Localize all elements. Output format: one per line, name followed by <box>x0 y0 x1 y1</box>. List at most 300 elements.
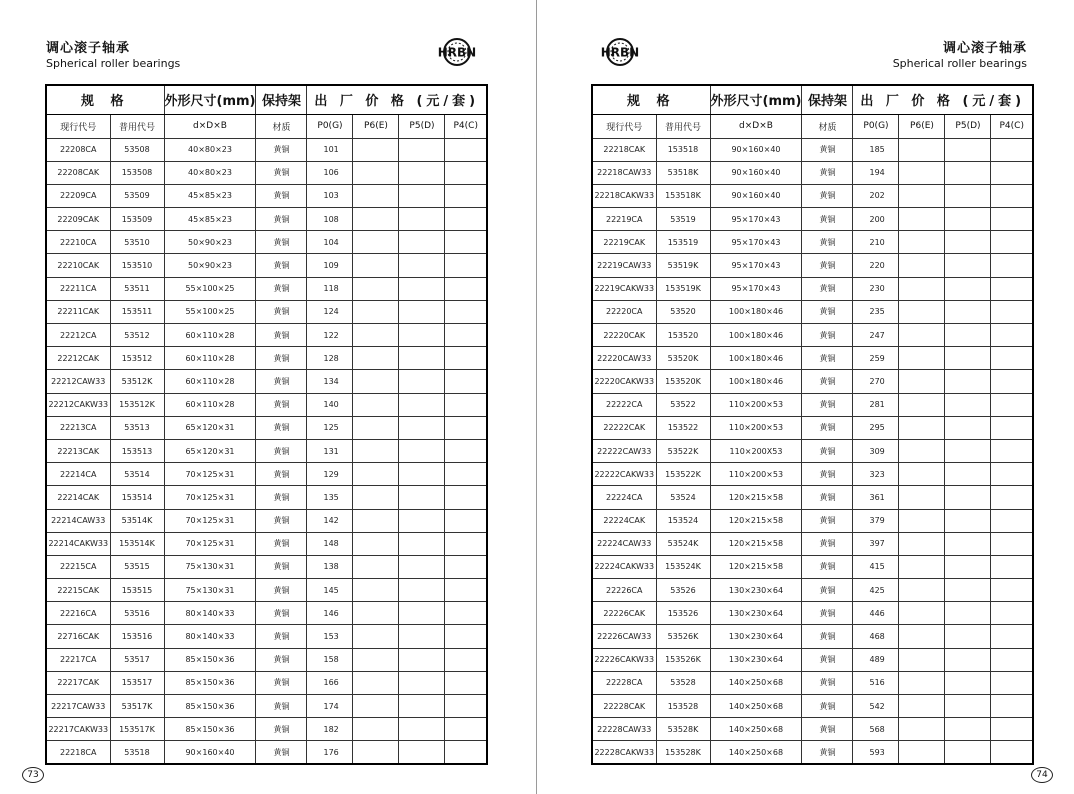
p0-price-cell: 361 <box>853 486 899 509</box>
p0-price-cell: 323 <box>853 463 899 486</box>
current-code-cell: 22218CAKW33 <box>592 184 656 207</box>
p4-price-cell <box>445 370 487 393</box>
table-row <box>46 671 487 694</box>
p0-price-cell: 145 <box>307 579 353 602</box>
dimensions-cell: 95×170×43 <box>710 208 802 231</box>
p6-price-cell <box>899 463 945 486</box>
header-dxdxb: d×D×B <box>710 114 802 138</box>
common-code-cell: 53522 <box>656 393 710 416</box>
p0-price-cell: 235 <box>853 300 899 323</box>
table-row <box>592 347 1033 370</box>
material-cell: 黄铜 <box>256 532 307 555</box>
dimensions-cell: 110×200×53 <box>710 416 802 439</box>
table-row <box>46 602 487 625</box>
table-row <box>46 555 487 578</box>
p0-price-cell: 176 <box>307 741 353 764</box>
p6-price-cell <box>353 324 399 347</box>
p0-price-cell: 295 <box>853 416 899 439</box>
current-code-cell: 22224CA <box>592 486 656 509</box>
p5-price-cell <box>945 393 991 416</box>
material-cell: 黄铜 <box>256 231 307 254</box>
material-cell: 黄铜 <box>256 138 307 161</box>
p5-price-cell <box>399 208 445 231</box>
dimensions-cell: 85×150×36 <box>164 695 256 718</box>
dimensions-cell: 70×125×31 <box>164 509 256 532</box>
header-dims: 外形尺寸(mm) <box>164 85 256 114</box>
dimensions-cell: 130×230×64 <box>710 602 802 625</box>
p0-price-cell: 131 <box>307 439 353 462</box>
common-code-cell: 53514K <box>110 509 164 532</box>
p4-price-cell <box>445 254 487 277</box>
p4-price-cell <box>445 579 487 602</box>
p6-price-cell <box>353 718 399 741</box>
current-code-cell: 22212CAK <box>46 347 110 370</box>
common-code-cell: 53518K <box>656 161 710 184</box>
material-cell: 黄铜 <box>802 648 853 671</box>
p5-price-cell <box>399 695 445 718</box>
table-row <box>592 208 1033 231</box>
material-cell: 黄铜 <box>256 184 307 207</box>
header-p0: P0(G) <box>853 114 899 138</box>
p4-price-cell <box>445 555 487 578</box>
current-code-cell: 22220CA <box>592 300 656 323</box>
current-code-cell: 22217CAKW33 <box>46 718 110 741</box>
p0-price-cell: 153 <box>307 625 353 648</box>
dimensions-cell: 140×250×68 <box>710 718 802 741</box>
material-cell: 黄铜 <box>256 300 307 323</box>
p5-price-cell <box>945 231 991 254</box>
p5-price-cell <box>399 602 445 625</box>
current-code-cell: 22209CAK <box>46 208 110 231</box>
dimensions-cell: 110×200X53 <box>710 439 802 462</box>
table-row <box>592 416 1033 439</box>
current-code-cell: 22215CAK <box>46 579 110 602</box>
p6-price-cell <box>899 648 945 671</box>
dimensions-cell: 90×160×40 <box>164 741 256 764</box>
p6-price-cell <box>353 370 399 393</box>
current-code-cell: 22222CA <box>592 393 656 416</box>
common-code-cell: 53519 <box>656 208 710 231</box>
p0-price-cell: 129 <box>307 463 353 486</box>
p6-price-cell <box>353 347 399 370</box>
p6-price-cell <box>353 439 399 462</box>
current-code-cell: 22228CA <box>592 671 656 694</box>
p6-price-cell <box>899 602 945 625</box>
p4-price-cell <box>445 324 487 347</box>
dimensions-cell: 50×90×23 <box>164 231 256 254</box>
p5-price-cell <box>399 416 445 439</box>
p4-price-cell <box>445 486 487 509</box>
p0-price-cell: 108 <box>307 208 353 231</box>
common-code-cell: 153519 <box>656 231 710 254</box>
p0-price-cell: 446 <box>853 602 899 625</box>
material-cell: 黄铜 <box>802 463 853 486</box>
p6-price-cell <box>353 161 399 184</box>
table-row <box>592 439 1033 462</box>
page-number: 74 <box>1031 767 1053 783</box>
p6-price-cell <box>353 416 399 439</box>
table-row <box>46 695 487 718</box>
p5-price-cell <box>399 463 445 486</box>
dimensions-cell: 110×200×53 <box>710 463 802 486</box>
dimensions-cell: 120×215×58 <box>710 509 802 532</box>
current-code-cell: 22220CAW33 <box>592 347 656 370</box>
p6-price-cell <box>899 300 945 323</box>
dimensions-cell: 85×150×36 <box>164 718 256 741</box>
dimensions-cell: 55×100×25 <box>164 300 256 323</box>
table-row <box>592 741 1033 764</box>
table-row <box>592 184 1033 207</box>
p4-price-cell <box>445 184 487 207</box>
material-cell: 黄铜 <box>256 625 307 648</box>
p6-price-cell <box>899 416 945 439</box>
p6-price-cell <box>899 579 945 602</box>
p0-price-cell: 194 <box>853 161 899 184</box>
p6-price-cell <box>353 254 399 277</box>
material-cell: 黄铜 <box>802 416 853 439</box>
table-row <box>592 161 1033 184</box>
current-code-cell: 22215CA <box>46 555 110 578</box>
p0-price-cell: 109 <box>307 254 353 277</box>
common-code-cell: 153512K <box>110 393 164 416</box>
common-code-cell: 153522 <box>656 416 710 439</box>
dimensions-cell: 100×180×46 <box>710 324 802 347</box>
dimensions-cell: 65×120×31 <box>164 416 256 439</box>
table-row <box>592 509 1033 532</box>
p5-price-cell <box>399 648 445 671</box>
common-code-cell: 153518K <box>656 184 710 207</box>
table-row <box>46 254 487 277</box>
material-cell: 黄铜 <box>802 393 853 416</box>
svg-text:HRBN: HRBN <box>437 45 477 60</box>
current-code-cell: 22209CA <box>46 184 110 207</box>
p5-price-cell <box>399 579 445 602</box>
common-code-cell: 53524K <box>656 532 710 555</box>
p5-price-cell <box>399 393 445 416</box>
common-code-cell: 153509 <box>110 208 164 231</box>
common-code-cell: 153520 <box>656 324 710 347</box>
table-row <box>46 138 487 161</box>
p6-price-cell <box>353 671 399 694</box>
table-row <box>592 648 1033 671</box>
common-code-cell: 53519K <box>656 254 710 277</box>
material-cell: 黄铜 <box>256 741 307 764</box>
table-row <box>592 532 1033 555</box>
table-row <box>592 324 1033 347</box>
table-row <box>592 602 1033 625</box>
p5-price-cell <box>399 347 445 370</box>
table-row <box>592 695 1033 718</box>
material-cell: 黄铜 <box>802 208 853 231</box>
current-code-cell: 22212CA <box>46 324 110 347</box>
table-row <box>46 300 487 323</box>
material-cell: 黄铜 <box>802 579 853 602</box>
p0-price-cell: 134 <box>307 370 353 393</box>
common-code-cell: 153514K <box>110 532 164 555</box>
material-cell: 黄铜 <box>802 138 853 161</box>
table-row <box>592 277 1033 300</box>
p5-price-cell <box>399 138 445 161</box>
p5-price-cell <box>399 741 445 764</box>
p0-price-cell: 230 <box>853 277 899 300</box>
table-row <box>46 741 487 764</box>
common-code-cell: 53515 <box>110 555 164 578</box>
current-code-cell: 22220CAK <box>592 324 656 347</box>
table-row <box>46 648 487 671</box>
current-code-cell: 22226CAKW33 <box>592 648 656 671</box>
hrbn-logo-icon <box>595 35 645 69</box>
p0-price-cell: 397 <box>853 532 899 555</box>
material-cell: 黄铜 <box>256 648 307 671</box>
table-row <box>592 370 1033 393</box>
common-code-cell: 153520K <box>656 370 710 393</box>
p4-price-cell <box>991 347 1033 370</box>
table-row <box>592 579 1033 602</box>
p6-price-cell <box>353 625 399 648</box>
header-p4: P4(C) <box>445 114 487 138</box>
p0-price-cell: 140 <box>307 393 353 416</box>
p4-price-cell <box>445 532 487 555</box>
material-cell: 黄铜 <box>256 555 307 578</box>
material-cell: 黄铜 <box>802 509 853 532</box>
current-code-cell: 22226CAW33 <box>592 625 656 648</box>
table-row <box>46 532 487 555</box>
price-table <box>45 84 488 765</box>
p5-price-cell <box>945 254 991 277</box>
common-code-cell: 153511 <box>110 300 164 323</box>
current-code-cell: 22228CAKW33 <box>592 741 656 764</box>
current-code-cell: 22210CAK <box>46 254 110 277</box>
page-number: 73 <box>22 767 44 783</box>
p5-price-cell <box>399 532 445 555</box>
dimensions-cell: 140×250×68 <box>710 741 802 764</box>
table-row <box>46 625 487 648</box>
p5-price-cell <box>399 486 445 509</box>
common-code-cell: 53512K <box>110 370 164 393</box>
header-spec: 规 格 <box>46 85 164 114</box>
p5-price-cell <box>945 486 991 509</box>
material-cell: 黄铜 <box>802 324 853 347</box>
material-cell: 黄铜 <box>802 486 853 509</box>
dimensions-cell: 60×110×28 <box>164 324 256 347</box>
p4-price-cell <box>991 671 1033 694</box>
p4-price-cell <box>991 300 1033 323</box>
current-code-cell: 22219CAW33 <box>592 254 656 277</box>
current-code-cell: 22226CA <box>592 579 656 602</box>
common-code-cell: 153517K <box>110 718 164 741</box>
p5-price-cell <box>945 370 991 393</box>
dimensions-cell: 120×215×58 <box>710 555 802 578</box>
page-title-en: Spherical roller bearings <box>892 57 1027 70</box>
header-cage: 保持架 <box>802 85 853 114</box>
p0-price-cell: 379 <box>853 509 899 532</box>
dimensions-cell: 45×85×23 <box>164 208 256 231</box>
header-current-code: 现行代号 <box>46 114 110 138</box>
material-cell: 黄铜 <box>256 393 307 416</box>
p6-price-cell <box>353 208 399 231</box>
common-code-cell: 153517 <box>110 671 164 694</box>
table-row <box>592 300 1033 323</box>
header-p4: P4(C) <box>991 114 1033 138</box>
p0-price-cell: 542 <box>853 695 899 718</box>
p6-price-cell <box>899 254 945 277</box>
p0-price-cell: 489 <box>853 648 899 671</box>
p0-price-cell: 166 <box>307 671 353 694</box>
dimensions-cell: 95×170×43 <box>710 277 802 300</box>
table-row <box>592 393 1033 416</box>
p4-price-cell <box>991 416 1033 439</box>
material-cell: 黄铜 <box>802 347 853 370</box>
current-code-cell: 22218CAK <box>592 138 656 161</box>
dimensions-cell: 40×80×23 <box>164 138 256 161</box>
p0-price-cell: 415 <box>853 555 899 578</box>
table-row <box>46 509 487 532</box>
dimensions-cell: 100×180×46 <box>710 347 802 370</box>
header-p0: P0(G) <box>307 114 353 138</box>
table-row <box>46 231 487 254</box>
p4-price-cell <box>445 671 487 694</box>
common-code-cell: 153524 <box>656 509 710 532</box>
p4-price-cell <box>991 509 1033 532</box>
p0-price-cell: 118 <box>307 277 353 300</box>
header-p5: P5(D) <box>945 114 991 138</box>
header-common-code: 普用代号 <box>656 114 710 138</box>
p0-price-cell: 124 <box>307 300 353 323</box>
p0-price-cell: 103 <box>307 184 353 207</box>
p4-price-cell <box>991 532 1033 555</box>
common-code-cell: 53512 <box>110 324 164 347</box>
current-code-cell: 22210CA <box>46 231 110 254</box>
p4-price-cell <box>445 277 487 300</box>
p0-price-cell: 468 <box>853 625 899 648</box>
p0-price-cell: 122 <box>307 324 353 347</box>
header-p5: P5(D) <box>399 114 445 138</box>
price-table-body <box>46 138 487 764</box>
p0-price-cell: 142 <box>307 509 353 532</box>
p4-price-cell <box>991 370 1033 393</box>
material-cell: 黄铜 <box>256 277 307 300</box>
p0-price-cell: 281 <box>853 393 899 416</box>
current-code-cell: 22216CA <box>46 602 110 625</box>
table-row <box>46 579 487 602</box>
material-cell: 黄铜 <box>256 254 307 277</box>
dimensions-cell: 140×250×68 <box>710 695 802 718</box>
p6-price-cell <box>899 161 945 184</box>
p5-price-cell <box>945 579 991 602</box>
p4-price-cell <box>445 439 487 462</box>
material-cell: 黄铜 <box>256 324 307 347</box>
p6-price-cell <box>353 277 399 300</box>
dimensions-cell: 90×160×40 <box>710 184 802 207</box>
p4-price-cell <box>991 208 1033 231</box>
table-row <box>592 254 1033 277</box>
header-spec: 规 格 <box>592 85 710 114</box>
dimensions-cell: 80×140×33 <box>164 602 256 625</box>
p6-price-cell <box>899 231 945 254</box>
p5-price-cell <box>399 718 445 741</box>
common-code-cell: 153528 <box>656 695 710 718</box>
p0-price-cell: 210 <box>853 231 899 254</box>
material-cell: 黄铜 <box>802 741 853 764</box>
p4-price-cell <box>991 138 1033 161</box>
p4-price-cell <box>445 347 487 370</box>
table-row <box>592 671 1033 694</box>
common-code-cell: 53514 <box>110 463 164 486</box>
p5-price-cell <box>945 555 991 578</box>
p6-price-cell <box>899 184 945 207</box>
p6-price-cell <box>899 138 945 161</box>
p0-price-cell: 135 <box>307 486 353 509</box>
p4-price-cell <box>991 254 1033 277</box>
table-row <box>46 277 487 300</box>
dimensions-cell: 130×230×64 <box>710 579 802 602</box>
page-title-en: Spherical roller bearings <box>46 57 181 70</box>
common-code-cell: 153518 <box>656 138 710 161</box>
common-code-cell: 53520 <box>656 300 710 323</box>
dimensions-cell: 85×150×36 <box>164 671 256 694</box>
material-cell: 黄铜 <box>256 602 307 625</box>
p0-price-cell: 106 <box>307 161 353 184</box>
common-code-cell: 53517 <box>110 648 164 671</box>
current-code-cell: 22218CAW33 <box>592 161 656 184</box>
current-code-cell: 22213CAK <box>46 439 110 462</box>
table-row <box>592 625 1033 648</box>
dimensions-cell: 120×215×58 <box>710 532 802 555</box>
current-code-cell: 22217CAW33 <box>46 695 110 718</box>
dimensions-cell: 75×130×31 <box>164 579 256 602</box>
material-cell: 黄铜 <box>802 532 853 555</box>
material-cell: 黄铜 <box>256 439 307 462</box>
p4-price-cell <box>991 324 1033 347</box>
table-row <box>592 463 1033 486</box>
p5-price-cell <box>399 555 445 578</box>
material-cell: 黄铜 <box>802 671 853 694</box>
current-code-cell: 22208CAK <box>46 161 110 184</box>
header-material: 材质 <box>802 114 853 138</box>
table-row <box>46 370 487 393</box>
common-code-cell: 53524 <box>656 486 710 509</box>
p6-price-cell <box>899 532 945 555</box>
header-common-code: 普用代号 <box>110 114 164 138</box>
p6-price-cell <box>353 184 399 207</box>
p0-price-cell: 220 <box>853 254 899 277</box>
table-row <box>46 486 487 509</box>
dimensions-cell: 75×130×31 <box>164 555 256 578</box>
dimensions-cell: 110×200×53 <box>710 393 802 416</box>
p4-price-cell <box>445 161 487 184</box>
material-cell: 黄铜 <box>256 671 307 694</box>
p4-price-cell <box>445 625 487 648</box>
p6-price-cell <box>899 277 945 300</box>
material-cell: 黄铜 <box>256 463 307 486</box>
common-code-cell: 53511 <box>110 277 164 300</box>
p0-price-cell: 174 <box>307 695 353 718</box>
p4-price-cell <box>991 184 1033 207</box>
material-cell: 黄铜 <box>256 718 307 741</box>
common-code-cell: 153513 <box>110 439 164 462</box>
common-code-cell: 53517K <box>110 695 164 718</box>
header-p6: P6(E) <box>353 114 399 138</box>
p5-price-cell <box>945 602 991 625</box>
p5-price-cell <box>945 532 991 555</box>
common-code-cell: 53528 <box>656 671 710 694</box>
material-cell: 黄铜 <box>256 695 307 718</box>
p4-price-cell <box>991 718 1033 741</box>
material-cell: 黄铜 <box>802 718 853 741</box>
p5-price-cell <box>399 161 445 184</box>
p4-price-cell <box>445 208 487 231</box>
header-dims: 外形尺寸(mm) <box>710 85 802 114</box>
